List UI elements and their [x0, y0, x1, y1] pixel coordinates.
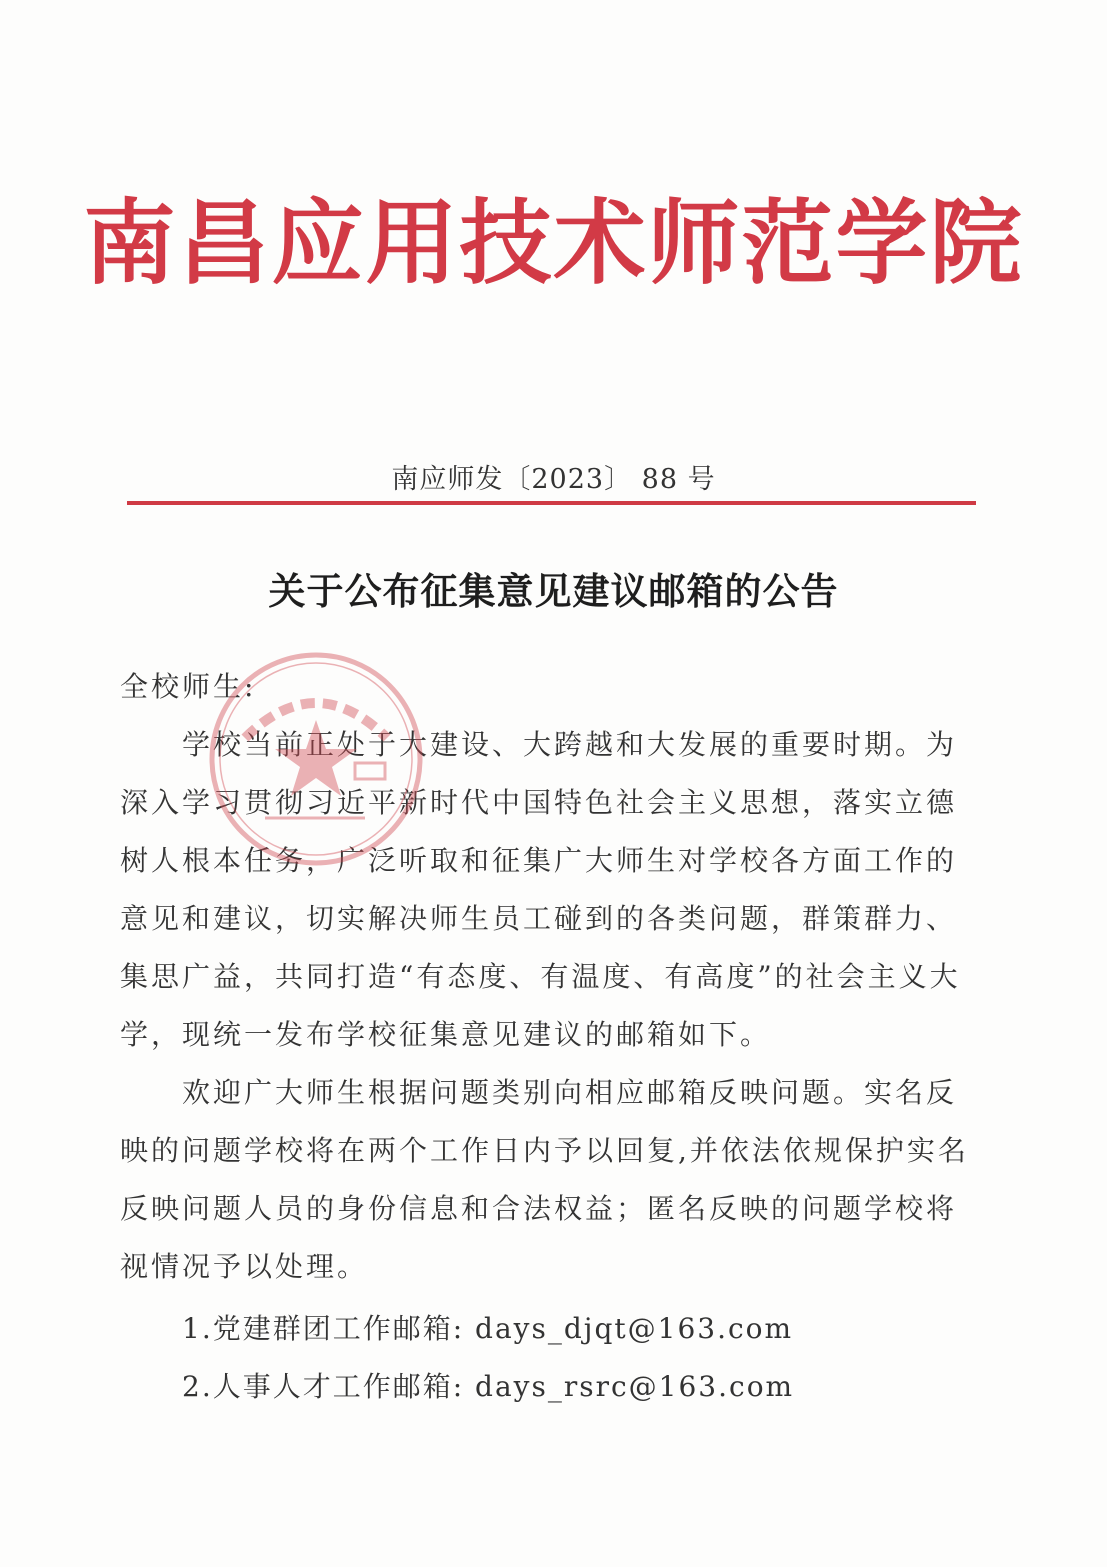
document-number: 南应师发〔2023〕 88 号: [391, 464, 716, 495]
school-name-header: 南昌应用技术师范学院: [83, 189, 1024, 297]
mailbox-item-party: 1.党建群团工作邮箱: days_djqt@163.com: [182, 1312, 794, 1345]
official-seal-icon: [205, 648, 427, 870]
salutation: 全校师生:: [120, 670, 257, 703]
notice-title: 关于公布征集意见建议邮箱的公告: [268, 570, 839, 613]
notice-paragraph-1: 学校当前正处于大建设、大跨越和大发展的重要时期。为深入学习贯彻习近平新时代中国特色社会主义思想，落实立德树人根本任务，广泛听取和征集广大师生对学校各方面工作的意见和建议，切实解决师生员工碰到的各类问题，群策群力、集思广益，共同打造“有态度、有温度、有高度”的社会主义大学，现统一发布学校征集意见建议的邮箱如下。: [120, 728, 961, 1051]
notice-paragraph-2: 欢迎广大师生根据问题类别向相应邮箱反映问题。实名反映的问题学校将在两个工作日内予以回复,并依法依规保护实名反映问题人员的身份信息和合法权益；匿名反映的问题学校将视情况予以处理。: [120, 1076, 969, 1283]
red-divider-line: [127, 501, 976, 505]
mailbox-item-personnel: 2.人事人才工作邮箱: days_rsrc@163.com: [182, 1370, 795, 1403]
